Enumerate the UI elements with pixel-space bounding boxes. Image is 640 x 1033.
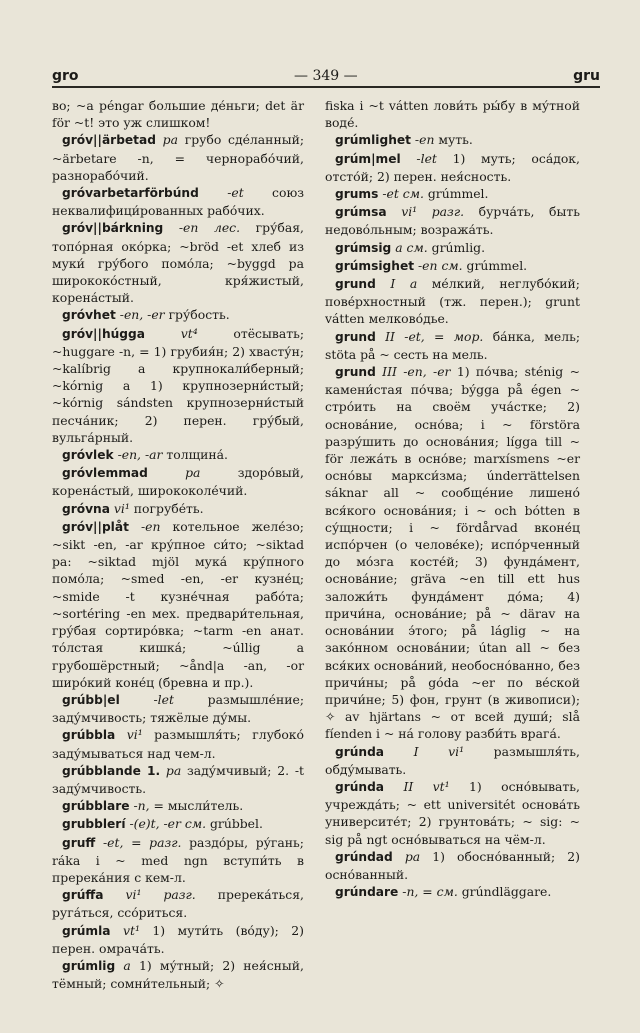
dictionary-entry [325, 131, 580, 149]
entry-definition: пререка́ться, руга́ться, ссо́риться. [52, 887, 304, 921]
entry-headword: gróvna [62, 501, 110, 516]
dictionary-entry [325, 743, 580, 778]
entry-grammar: vi¹ разг. [125, 887, 196, 903]
entry-grammar: I a [390, 276, 418, 292]
entry-grammar: pa [162, 132, 178, 148]
right-column [325, 97, 580, 901]
dictionary-entry [325, 203, 580, 238]
entry-definition: 1) муть; оса́док, отсто́й; 2) перен. нея́сность. [325, 150, 580, 184]
dictionary-entry [52, 726, 304, 761]
entry-definition: grúndläggare. [461, 884, 552, 900]
entry-definition: погрубе́ть. [133, 500, 204, 516]
entry-grammar: pa [165, 762, 182, 778]
entry-grammar: -en [414, 132, 435, 148]
dictionary-entry [52, 446, 304, 464]
entry-grammar: -en см. [418, 257, 463, 273]
dictionary-entry [52, 306, 304, 324]
dictionary-entry [52, 762, 304, 797]
dictionary-entry [325, 363, 580, 742]
entry-grammar: vi¹ [113, 500, 130, 516]
dictionary-entry [52, 500, 304, 518]
entry-grammar: -let [153, 691, 174, 707]
entry-grammar: -et см. [382, 186, 424, 202]
entry-grammar: -en, -ar [117, 447, 163, 463]
dictionary-entry [325, 848, 580, 883]
entry-headword: gróvlek [62, 448, 114, 463]
entry-definition: ба́нка, мель; stöta på ~ сесть на мель. [325, 328, 580, 362]
entry-grammar: -let [416, 150, 437, 166]
dictionary-entry [325, 275, 580, 328]
entry-grammar: pa [404, 848, 421, 864]
entry-grammar: -en [140, 518, 161, 534]
dictionary-entry [52, 131, 304, 184]
entry-definition: fiska i ~t vátten лови́ть ры́бу в му́тной воде́. [325, 98, 580, 131]
dictionary-entry [325, 328, 580, 363]
entry-headword: gróv||bárkning [62, 221, 164, 236]
page-header [52, 64, 600, 88]
entry-grammar: -en, -er [119, 307, 165, 323]
entry-definition: размышля́ть; глубоко́ заду́мываться над чем-л. [52, 727, 304, 761]
entry-definition: раздо́ры, ру́гань; ráka i ~ med ngn вступи́ть в пререка́ния с кем-л. [52, 834, 304, 885]
entry-definition: гру́бость. [168, 307, 230, 323]
entry-headword: grúmla [62, 923, 111, 938]
entry-definition: 1) обосно́ванный; 2) осно́ванный. [325, 848, 580, 882]
dictionary-entry [325, 257, 580, 275]
entry-definition: во; ~а péngar большие де́ньги; det är för ~t! это уж слишком! [52, 98, 304, 131]
entry-definition: бурча́ть, быть недово́льным; возража́ть. [325, 204, 580, 238]
entry-definition: котельное желе́зо; ~sikt -en, -ar кру́пное си́то; ~siktad pa: ~siktad mjöl мука́ кру́пного помо́ла; ~smed -en, -er кузне́ц; ~smide -t кузне́чная рабо́та; ~sortéring -en мех. предвари́тельная, гру́бая сортиро́вка; ~tarm -en анат. то́лстая кишка́; ~úllig a грубошёрстный; ~ånd|a -an, -or широ́кий коне́ц (бревна и пр.). [52, 518, 304, 690]
dictionary-entry [52, 815, 304, 833]
entry-headword: grúmlig [62, 958, 116, 973]
entry-grammar: I vi¹ [413, 743, 465, 759]
entry-headword: grúffa [62, 888, 104, 903]
entry-grammar: II -et, = мор. [385, 328, 484, 344]
entry-headword: grúndad [335, 849, 393, 864]
entry-grammar: vi¹ [126, 727, 143, 743]
entry-grammar: vt⁴ [180, 325, 198, 341]
entry-definition: ме́лкий, неглубо́кий; пове́рхностный (тж. перен.); grunt vátten мелково́дье. [325, 276, 580, 327]
dictionary-entry [52, 834, 304, 887]
entry-headword: grúmsa [335, 205, 387, 220]
right-guide-word: gru [573, 68, 600, 84]
entry-headword: gruff [62, 835, 96, 850]
entry-definition: grúmmel. [466, 257, 528, 273]
entry-headword: gróv||ärbetad [62, 133, 156, 148]
entry-grammar: a [123, 957, 131, 973]
left-column [52, 97, 304, 992]
entry-grammar: -(e)t, -er см. [129, 816, 207, 832]
entry-headword: grúbblare [62, 799, 130, 814]
entry-definition: толщина́. [166, 447, 228, 463]
entry-grammar: III -en, -er [382, 364, 451, 380]
entry-definition: союз неквалифици́рованных рабо́чих. [52, 185, 304, 219]
dictionary-entry [52, 922, 304, 957]
entry-headword: grúm|mel [335, 151, 401, 166]
dictionary-entry [52, 325, 304, 446]
entry-grammar: -n, = [133, 798, 164, 814]
entry-headword: grund [335, 365, 376, 380]
entry-grammar: -en лес. [178, 220, 241, 236]
entry-definition: размышле́ние; заду́мчивость; тяжёлые ду́мы. [52, 691, 304, 726]
entry-headword: grund [335, 277, 376, 292]
dictionary-entry [325, 778, 580, 848]
entry-definition: муть. [438, 132, 473, 148]
entry-grammar: -n, = см. [402, 884, 458, 900]
dictionary-entry [52, 518, 304, 691]
entry-grammar: -et [227, 185, 244, 201]
entry-headword: gróv||húgga [62, 326, 145, 341]
entry-definition: мысли́тель. [167, 798, 244, 814]
entry-headword: grubblerí [62, 817, 126, 832]
dictionary-entry [52, 691, 304, 726]
entry-headword: grúbb|el [62, 692, 120, 707]
entry-definition: 1) му́тный; 2) нея́сный, тёмный; сомни́тельный; ✧ [52, 957, 304, 992]
entry-grammar: vt¹ [122, 922, 140, 938]
entry-headword: grúmlighet [335, 133, 411, 148]
left-guide-word: gro [52, 68, 79, 84]
entry-definition: грубо сде́ланный; ~ärbetare -n, = чернорабо́чий, разнорабо́чий. [52, 132, 304, 183]
dictionary-entry [52, 464, 304, 499]
dictionary-entry [325, 150, 580, 185]
page-number: — 349 — [294, 68, 358, 84]
dictionary-entry [325, 239, 580, 257]
dictionary-entry [52, 797, 304, 815]
entry-headword: grúmsig [335, 240, 392, 255]
entry-definition: здоро́вый, корена́стый, ширококоле́чий. [52, 465, 304, 499]
entry-headword: grúbblande 1. [62, 763, 161, 778]
dictionary-entry [325, 883, 580, 901]
entry-definition: grúbbel. [209, 816, 263, 832]
entry-definition: отёсывать; ~huggare -n, = 1) грубия́н; 2) хвасту́н; ~kalíbrig a крупнокали́берный; ~kórnig a 1) крупнозерни́стый; ~kórnig sándsten крупнозерни́стый песча́ник; 2) перен. гру́бый, вульга́рный. [52, 325, 304, 445]
dictionary-entry [52, 184, 304, 219]
entry-headword: grúndare [335, 885, 399, 900]
entry-definition: grúmmel. [427, 186, 489, 202]
entry-grammar: vi¹ разг. [401, 204, 465, 220]
dictionary-entry [325, 185, 580, 203]
entry-definition: 1) мути́ть (во́ду); 2) перен. омрача́ть. [52, 922, 304, 956]
entry-headword: grúnda [335, 779, 385, 794]
entry-definition: гру́бая, топо́рная око́рка; ~bröd -et хлеб из муки́ гру́бого помо́ла; ~byggd pa ширококо́стный, кря́жистый, корена́стый. [52, 220, 304, 306]
entry-definition: grúmlig. [431, 239, 486, 255]
dictionary-entry [52, 219, 304, 306]
dictionary-entry [52, 957, 304, 992]
entry-definition: 1) осно́вывать, учрежда́ть; ~ ett universitét основа́ть университе́т; 2) грунтова́ть; ~ sig: ~ sig på ngt осно́вываться на чём-л. [325, 778, 580, 847]
dictionary-entry [52, 97, 304, 131]
entry-definition: заду́мчивый; 2. -t заду́мчивость. [52, 762, 304, 796]
entry-headword: gróv||plåt [62, 519, 129, 534]
entry-headword: grúnda [335, 744, 385, 759]
entry-headword: gróvhet [62, 308, 116, 323]
entry-headword: grums [335, 187, 379, 202]
entry-headword: grund [335, 329, 376, 344]
entry-headword: gróvarbetarförbúnd [62, 186, 199, 201]
entry-grammar: II vt¹ [403, 778, 450, 794]
entry-headword: grúbbla [62, 728, 116, 743]
dictionary-entry [325, 97, 580, 131]
dictionary-entry [52, 886, 304, 921]
entry-headword: grúmsighet [335, 258, 415, 273]
entry-grammar: -et, = разг. [102, 834, 182, 850]
entry-definition: размышля́ть, обду́мывать. [325, 743, 580, 777]
entry-grammar: a см. [395, 239, 428, 255]
entry-definition: 1) по́чва; sténig ~ камени́стая по́чва; býgga på égen ~ стро́ить на своём уча́стке; 2) основа́ние, осно́ва; i ~ förstöra разру́шить до основа́ния; lígga till ~ för лежа́ть в осно́ве; marxísmens ~er осно́вы маркси́зма; únderrättelsen sáknar all ~ сообще́ние лишено́ вся́кого основа́ния; i ~ och bótten в су́щности; i ~ fördårvad вконе́ц испо́рчен (о челове́ке); испо́рченный до мо́зга косте́й; 3) фунда́мент, основа́ние; gräva ~en till ett hus заложи́ть фунда́мент до́ма; 4) причи́на, основа́ние; på ~ därav на основа́нии э́того; på láglig ~ на зако́нном основа́нии; útan all ~ без вся́ких основа́ний, необосно́ванно, без причи́ны; på góda ~er по ве́ской причи́не; 5) фон, грунт (в живописи); ✧ av hjärtans ~ от всей души́; slå fíenden i ~ нá голову разби́ть врага́. [325, 364, 580, 742]
entry-headword: gróvlemmad [62, 466, 148, 481]
entry-grammar: pa [185, 465, 201, 481]
